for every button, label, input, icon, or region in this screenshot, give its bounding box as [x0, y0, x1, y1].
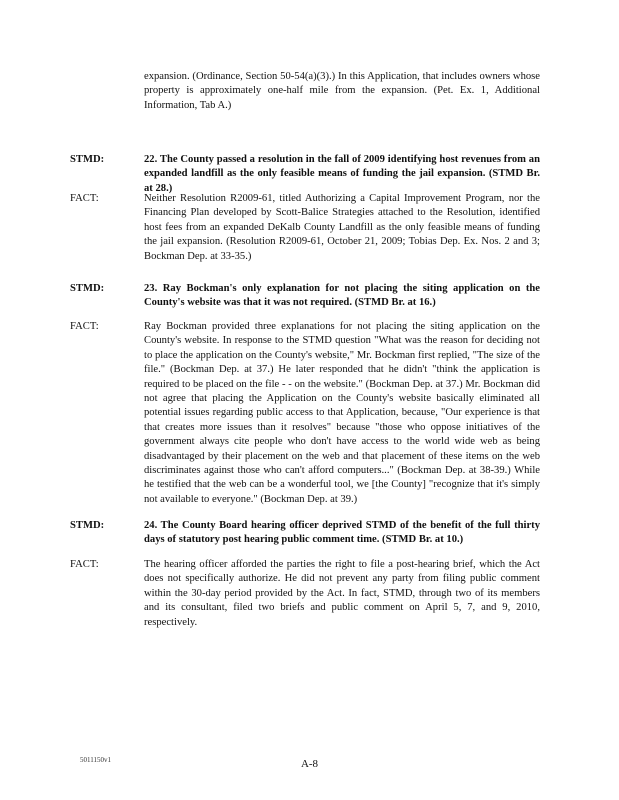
entry-text: Ray Bockman provided three explanations for not placing the siting application on the County's website. In response to the STMD question "What was the reason for deciding not to place the application on the County's website," Mr. Bockman first replied, "The size of the file." (Bockman Dep. at 37.) He later responded that he didn't "think the application is required to be placed on the file - - on the website." (Bockman Dep. at 37.) Mr. Bockman did not agree that placing the Application on the County's website basically eliminated all potential issues regarding public access to that Application, because, "Our experience is that that creates more issues than it resolves" because "those who oppose initiatives of the government always cite people who don't have access to the world wide web as being disadvantaged by their placement on the web and that placement of these items on the web discriminates against those who can't afford computers..." (Bockman Dep. at 38-39.) While he testified that the web can be a wonderful tool, we [the County] "recognize that it's simply not available to everyone." (Bockman Dep. at 39.) [144, 321, 540, 505]
stmd-entry-24 [70, 519, 540, 548]
entry-label: FACT: [70, 559, 99, 570]
entry-text: 22. The County passed a resolution in the fall of 2009 identifying host revenues from an expanded landfill as the only feasible means of funding the jail expansion. (STMD Br. at 28.) [144, 154, 540, 194]
entry-text: 23. Ray Bockman's only explanation for not placing the siting application on the County's website was that it was not required. (STMD Br. at 16.) [144, 283, 540, 309]
stmd-entry-23 [70, 282, 540, 311]
entry-label: FACT: [70, 321, 99, 332]
entry-text: The hearing officer afforded the parties the right to file a post-hearing brief, which the Act does not specifically authorize. He did not prevent any party from filing public comment within the 30-day period provided by the Act. In fact, STMD, through two of its members and its consultant, filed two briefs and public comment on April 5, 7, and 9, 2010, respectively. [144, 559, 540, 628]
page-number: A-8 [300, 758, 319, 770]
document-code: 5011150v1 [80, 756, 111, 764]
fact-entry-24 [70, 558, 540, 630]
stmd-entry-22 [70, 153, 540, 196]
entry-text: Neither Resolution R2009-61, titled Authorizing a Capital Improvement Program, nor the Financing Plan developed by Scott-Balice Strategies attached to the Resolution, identified host fees from an expanded DeKalb County Landfill as the only feasible means of funding the jail expansion. (Resolution R2009-61, October 21, 2009; Tobias Dep. Ex. Nos. 2 and 3; Bockman Dep. at 33-35.) [144, 193, 540, 262]
fact-entry-22 [70, 192, 540, 264]
entry-label: STMD: [70, 520, 105, 531]
entry-text: 24. The County Board hearing officer deprived STMD of the benefit of the full thirty days of statutory post hearing public comment time. (STMD Br. at 10.) [144, 520, 540, 546]
entry-label: STMD: [70, 154, 105, 165]
intro-paragraph: expansion. (Ordinance, Section 50-54(a)(3).) In this Application, that includes owners whose property is approximately one-half mile from the expansion. (Pet. Ex. 1, Additional Information, Tab A.) [144, 71, 540, 111]
fact-entry-23 [70, 320, 540, 507]
entry-label: STMD: [70, 283, 105, 294]
entry-label: FACT: [70, 193, 99, 204]
